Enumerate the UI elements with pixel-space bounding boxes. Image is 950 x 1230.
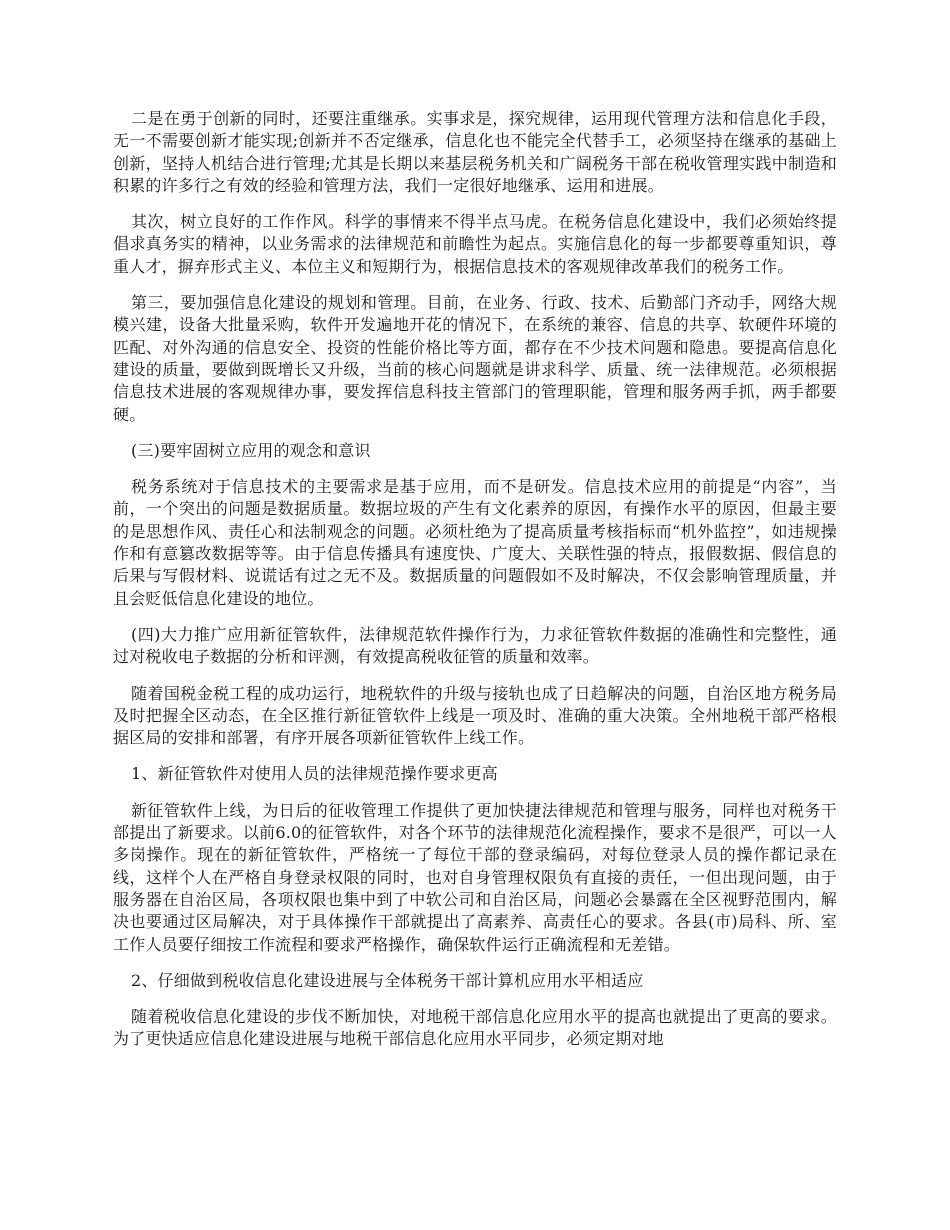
subheading-computer-skills: 2、仔细做到税收信息化建设进展与全体税务干部计算机应用水平相适应 — [131, 970, 644, 990]
paragraph-inheritance: 二是在勇于创新的同时，还要注重继承。实事求是，探究规律，运用现代管理方法和信息化手段，无一不需要创新才能实现;创新并不否定继承，信息化也不能完全代替手工，必须坚持在继承的基础上创新，坚持人机结合进行管理;尤其是长期以来基层税务机关和广阔税务干部在税收管理实践中制造和积累的许多行之有效的经验和管理方法，我们一定很好地继承、运用和进展。 — [113, 109, 837, 195]
paragraph-new-software-launch: 新征管软件上线，为日后的征收管理工作提供了更加快捷法律规范和管理与服务，同样也对税务干部提出了新要求。以前6.0的征管软件，对各个环节的法律规范化流程操作，要求不是很严，可以一人多岗操作。现在的新征管软件，严格统一了每位干部的登录编码，对每位登录人员的操作都记录在线，这样个人在严格自身登录权限的同时，也对自身管理权限负有直接的责任，一但出现问题，由于服务器在自治区局，各项权限也集中到了中软公司和自治区局，问题必会暴露在全区视野范围内，解决也要通过区局解决，对于具体操作干部就提出了高素养、高责任心的要求。各县(市)局科、所、室工作人员要仔细按工作流程和要求严格操作，确保软件运行正确流程和无差错。 — [113, 800, 837, 954]
section-heading-application: (三)要牢固树立应用的观念和意识 — [131, 440, 371, 460]
document-body — [113, 108, 837, 1065]
paragraph-informatization-pace: 随着税收信息化建设的步伐不断加快，对地税干部信息化应用水平的提高也就提出了更高的要求。为了更快适应信息化建设进展与地税干部信息化应用水平同步，必须定期对地 — [113, 1007, 837, 1049]
paragraph-work-style: 其次，树立良好的工作作风。科学的事情来不得半点马虎。在税务信息化建设中，我们必须始终提倡求真务实的精神，以业务需求的法律规范和前瞻性为起点。实施信息化的每一步都要尊重知识，尊重人才，摒弃形式主义、本位主义和短期行为，根据信息技术的客观规律改革我们的税务工作。 — [113, 212, 837, 276]
paragraph-data-quality: 税务系统对于信息技术的主要需求是基于应用，而不是研发。信息技术应用的前提是“内容”，当前，一个突出的问题是数据质量。数据垃圾的产生有文化素养的原因，有操作水平的原因，但最主要的是思想作风、责任心和法制观念的问题。必须杜绝为了提高质量考核指标而“机外监控”，如违规操作和有意篡改数据等等。由于信息传播具有速度快、广度大、关联性强的特点，报假数据、假信息的后果与写假材料、说谎话有过之无不及。数据质量的问题假如不及时解决，不仅会影响管理质量，并且会贬低信息化建设的地位。 — [113, 477, 837, 608]
paragraph-golden-tax: 随着国税金税工程的成功运行，地税软件的升级与接轨也成了日趋解决的问题，自治区地方税务局及时把握全区动态，在全区推行新征管软件上线是一项及时、准确的重大决策。全州地税干部严格根据区局的安排和部署，有序开展各项新征管软件上线工作。 — [113, 683, 837, 748]
section-heading-new-software: (四)大力推广应用新征管软件，法律规范软件操作行为，力求征管软件数据的准确性和完整性，通过对税收电子数据的分析和评测，有效提高税收征管的质量和效率。 — [113, 624, 837, 667]
subheading-operation-requirements: 1、新征管软件对使用人员的法律规范操作要求更高 — [131, 764, 498, 784]
paragraph-planning: 第三，要加强信息化建设的规划和管理。目前，在业务、行政、技术、后勤部门齐动手，网络大规模兴建，设备大批量采购，软件开发遍地开花的情况下，在系统的兼容、信息的共享、软硬件环境的匹配、对外沟通的信息安全、投资的性能价格比等方面，都存在不少技术问题和隐患。要提高信息化建设的质量，要做到既增长又升级，当前的核心问题就是讲求科学、质量、统一法律规范。必须根据信息技术进展的客观规律办事，要发挥信息科技主管部门的管理职能，管理和服务两手抓，两手都要硬。 — [113, 293, 837, 424]
